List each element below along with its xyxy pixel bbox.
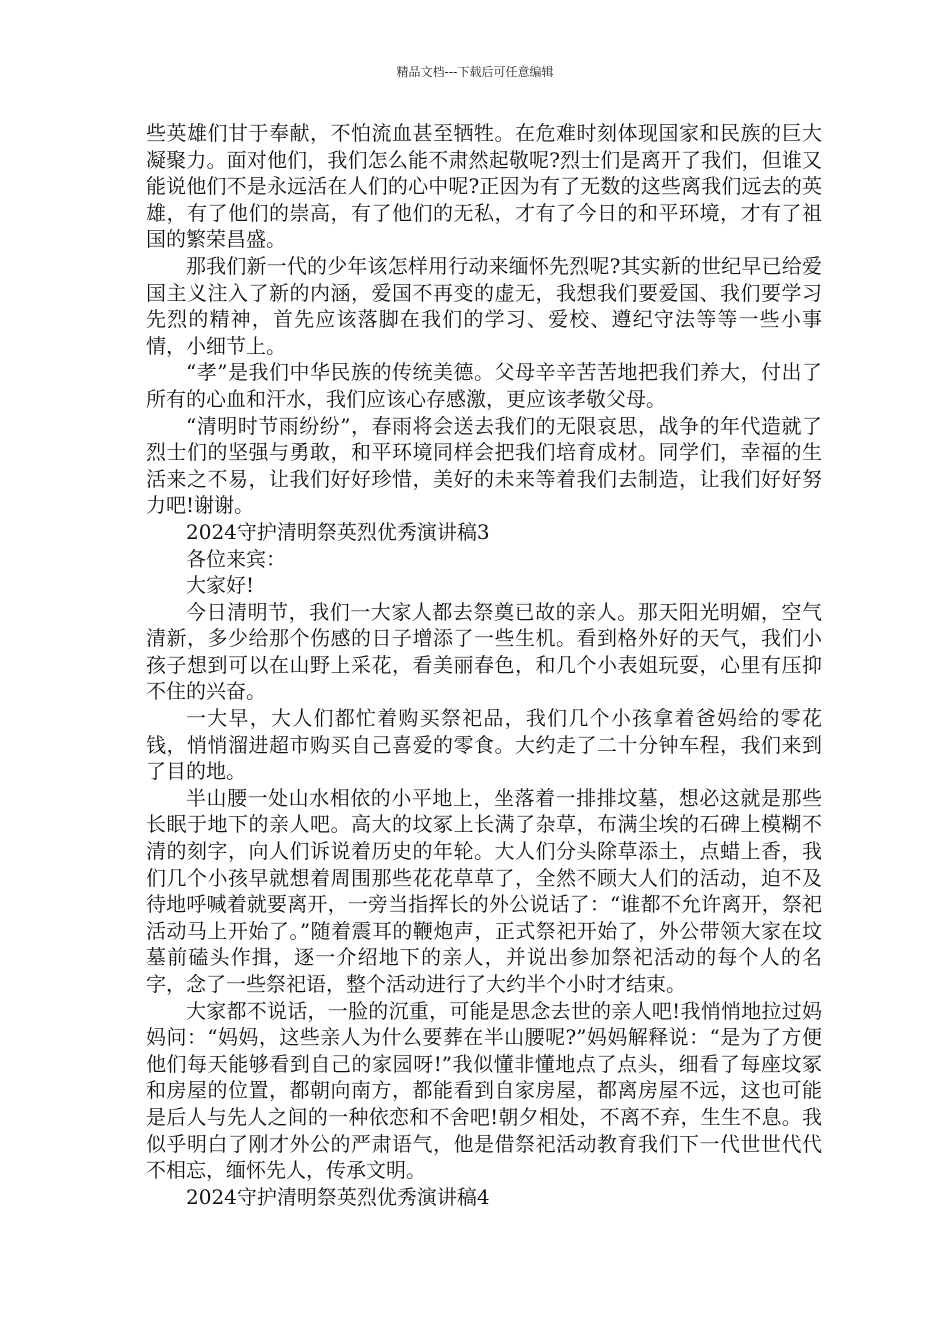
paragraph: 半山腰一处山水相依的小平地上，坐落着一排排坟墓，想必这就是那些长眠于地下的亲人吧。高大的坟冢上长满了杂草，布满尘埃的石碑上模糊不清的刻字，向人们诉说着历史的年轮。大人们分头除草添土，点蜡上香，我们几个小孩早就想着周围那些花花草草了，全然不顾大人们的活动，迫不及待地呼喊着就要离开，一旁当指挥长的外公说话了：“谁都不允许离开，祭祀活动马上开始了。”随着震耳的鞭炮声，正式祭祀开始了，外公带领大家在坟墓前磕头作揖，逐一介绍地下的亲人，并说出参加祭祀活动的每个人的名字，念了一些祭祀语，整个活动进行了大约半个小时才结束。 [146, 785, 822, 996]
paragraph: “清明时节雨纷纷”，春雨将会送去我们的无限哀思，战争的年代造就了烈士们的坚强与勇敢，和平环境同样会把我们培育成材。同学们，幸福的生活来之不易，让我们好好珍惜，美好的未来等着我们去制造，让我们好好努力吧!谢谢。 [146, 413, 822, 518]
paragraph: 一大早，大人们都忙着购买祭祀品，我们几个小孩拿着爸妈给的零花钱，悄悄溜进超市购买自己喜爱的零食。大约走了二十分钟车程，我们来到了目的地。 [146, 706, 822, 784]
paragraph: 那我们新一代的少年该怎样用行动来缅怀先烈呢?其实新的世纪早已给爱国主义注入了新的内涵，爱国不再变的虚无，我想我们要爱国、我们要学习先烈的精神，首先应该落脚在我们的学习、爱校、遵纪守法等等一些小事情，小细节上。 [146, 253, 822, 358]
document-body [146, 120, 822, 1210]
paragraph-continuation: 些英雄们甘于奉献，不怕流血甚至牺牲。在危难时刻体现国家和民族的巨大凝聚力。面对他们，我们怎么能不肃然起敬呢?烈士们是离开了我们，但谁又能说他们不是永远活在人们的心中呢?正因为有了无数的这些离我们远去的英雄，有了他们的崇高，有了他们的无私，才有了今日的和平环境，才有了祖国的繁荣昌盛。 [146, 121, 822, 252]
salutation: 各位来宾： [186, 546, 286, 571]
paragraph: 大家都不说话，一脸的沉重，可能是思念去世的亲人吧!我悄悄地拉过妈妈问：“妈妈，这些亲人为什么要葬在半山腰呢?”妈妈解释说：“是为了方便他们每天能够看到自己的家园呀!”我似懂非懂地点了点头，细看了每座坟冢和房屋的位置，都朝向南方，都能看到自家房屋，都离房屋不远，这也可能是后人与先人之间的一种依恋和不舍吧!朝夕相处，不离不弃，生生不息。我似乎明白了刚才外公的严肃语气，他是借祭祀活动教育我们下一代世世代代不相忘，缅怀先人，传承文明。 [146, 998, 822, 1183]
section-title: 2024守护清明祭英烈优秀演讲稿3 [186, 519, 490, 544]
page-header: 精品文档---下载后可任意编辑 [396, 65, 554, 79]
paragraph: “孝”是我们中华民族的传统美德。父母辛辛苦苦地把我们养大，付出了所有的心血和汗水，我们应该心存感激，更应该孝敬父母。 [146, 360, 822, 411]
greeting: 大家好! [186, 573, 255, 598]
paragraph: 今日清明节，我们一大家人都去祭奠已故的亲人。那天阳光明媚，空气清新，多少给那个伤感的日子增添了一些生机。看到格外好的天气，我们小孩子想到可以在山野上采花，看美丽春色，和几个小表姐玩耍，心里有压抑不住的兴奋。 [146, 599, 822, 704]
section-title: 2024守护清明祭英烈优秀演讲稿4 [186, 1184, 490, 1209]
